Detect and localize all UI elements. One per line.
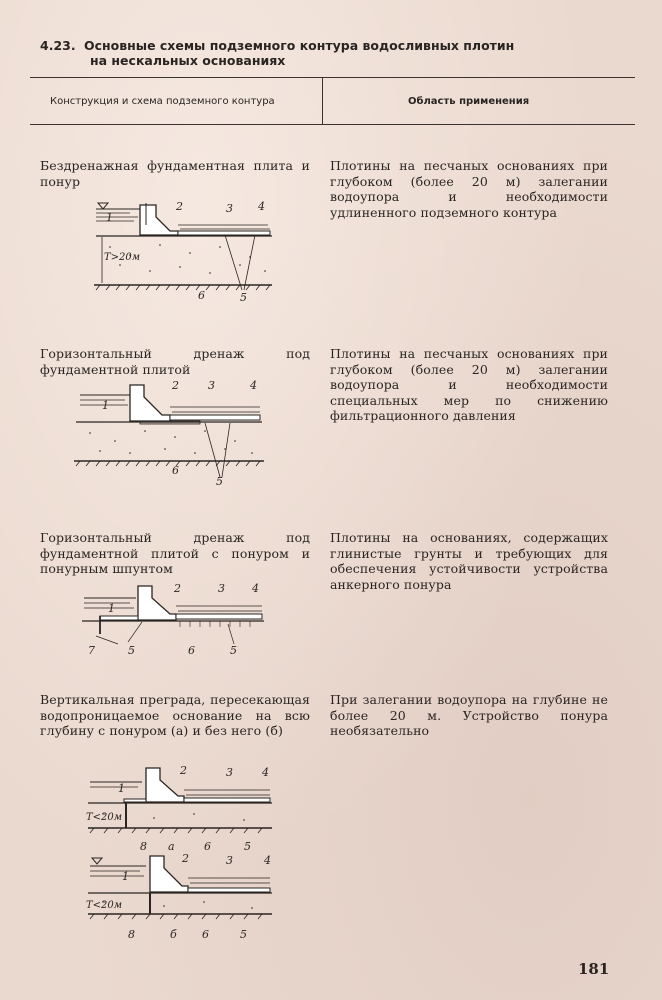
fig4b-label-6: 6 — [202, 928, 209, 941]
fig4b-label-4: 4 — [264, 854, 271, 867]
fig3-label-6: 6 — [188, 644, 195, 657]
column-header-construction: Конструкция и схема подземного контура — [50, 96, 275, 107]
fig4a-label-3: 3 — [226, 766, 233, 779]
fig3-label-5b: 5 — [230, 644, 237, 657]
fig4a-label-5: 5 — [244, 840, 251, 852]
fig1-label-1: 1 — [106, 211, 113, 224]
fig4a-label-4: 4 — [262, 766, 269, 779]
fig4a-label-1: 1 — [118, 782, 125, 795]
fig1-label-4: 4 — [258, 200, 265, 213]
fig4b-label-3: 3 — [226, 854, 233, 867]
row-3-construction: Горизонтальный дренаж под фундаментной плитой с понуром и понурным шпунтом — [40, 530, 310, 576]
section-number: 4.23. — [40, 38, 76, 53]
fig2-label-2: 2 — [172, 379, 179, 392]
fig4b-label-2: 2 — [182, 852, 189, 865]
fig4a-label-2: 2 — [180, 764, 187, 777]
fig4b-label-1: 1 — [122, 870, 129, 883]
row-1-construction: Бездренажная фундаментная плита и понур — [40, 158, 310, 189]
fig4b-label-8: 8 — [128, 928, 135, 941]
fig2-label-5: 5 — [216, 475, 223, 485]
fig4b-label-5: 5 — [240, 928, 247, 941]
fig3-label-5a: 5 — [128, 644, 135, 657]
fig4a-label-a: а — [168, 840, 175, 852]
fig2-label-3: 3 — [208, 379, 215, 392]
figure-4b-scheme — [84, 852, 274, 942]
fig4a-label-depth: T<20м — [86, 812, 123, 823]
fig3-label-7: 7 — [88, 644, 95, 657]
row-4-application: При залегании водоупора на глубине не более 20 м. Устройство понура необязательно — [330, 692, 608, 738]
fig4a-label-6: 6 — [204, 840, 211, 852]
fig1-label-5: 5 — [240, 291, 247, 304]
fig3-label-1: 1 — [108, 602, 115, 615]
fig2-label-4: 4 — [250, 379, 257, 392]
row-4-construction: Вертикальная преграда, пересекающая водопроницаемое основание на всю глубину с понуром (а) и без него (б) — [40, 692, 310, 738]
title-line-2: на нескальных основаниях — [90, 53, 286, 68]
table-header-rule — [30, 124, 635, 125]
fig4b-label-depth: T<20м — [86, 900, 123, 911]
figure-3-scheme — [78, 580, 268, 660]
fig2-label-6: 6 — [172, 464, 179, 477]
fig1-label-3: 3 — [226, 202, 233, 215]
fig4b-label-b: б — [170, 928, 177, 941]
row-1-application: Плотины на песчаных основаниях при глубоком (более 20 м) залегании водоупора и необходимости удлиненного подземного контура — [330, 158, 608, 220]
table-column-divider — [322, 78, 323, 124]
title-line-1: Основные схемы подземного контура водосливных плотин — [83, 38, 515, 53]
table-top-rule — [30, 77, 635, 78]
fig1-label-depth: T>20м — [104, 252, 141, 263]
fig3-label-2: 2 — [174, 582, 181, 595]
fig4a-label-8: 8 — [140, 840, 147, 852]
section-title — [40, 38, 620, 68]
fig1-label-2: 2 — [176, 200, 183, 213]
row-2-application: Плотины на песчаных основаниях при глубоком (более 20 м) залегании водоупора и необходимости специальных мер по снижению фильтрационного давления — [330, 346, 608, 423]
figure-1-scheme — [90, 195, 280, 305]
fig1-label-6: 6 — [198, 289, 205, 302]
page-number: 181 — [578, 960, 610, 978]
figure-4a-scheme — [84, 762, 274, 852]
fig3-label-4: 4 — [252, 582, 259, 595]
column-header-application: Область применения — [408, 96, 530, 107]
row-3-application: Плотины на основаниях, содержащих глинистые грунты и требующих для обеспечения устойчивости устройства анкерного понура — [330, 530, 608, 592]
fig3-label-3: 3 — [218, 582, 225, 595]
fig2-label-1: 1 — [102, 399, 109, 412]
row-2-construction: Горизонтальный дренаж под фундаментной плитой — [40, 346, 310, 377]
figure-2-scheme — [70, 375, 270, 485]
